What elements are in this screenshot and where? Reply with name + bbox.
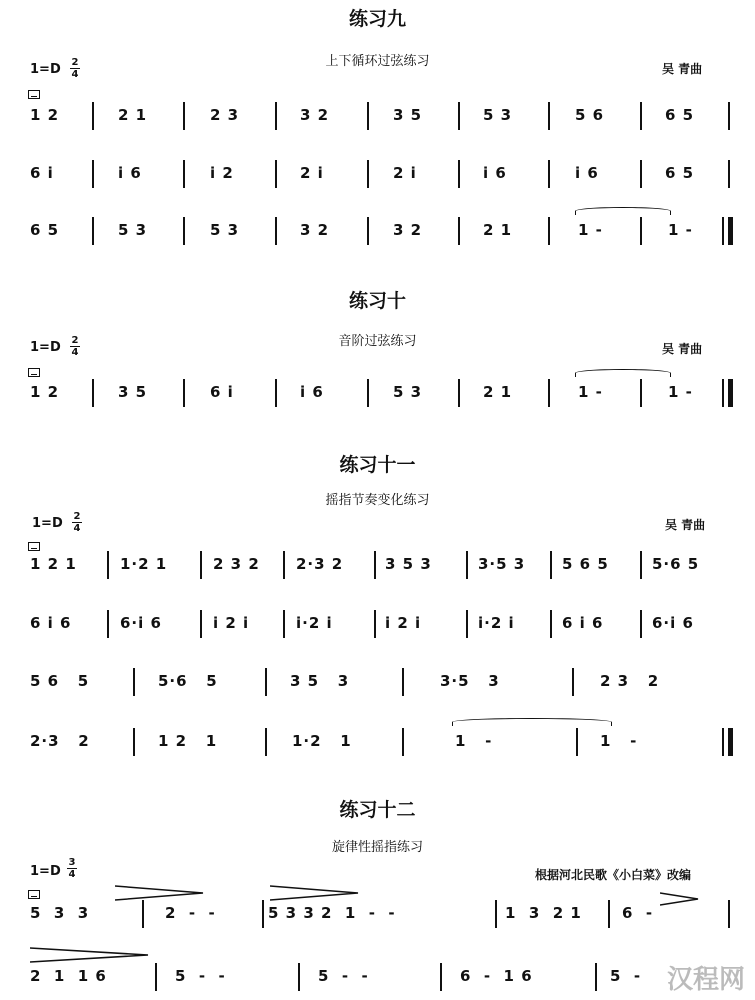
measure: 2 3 2	[600, 672, 660, 690]
barline	[728, 900, 730, 928]
barline	[183, 160, 185, 188]
barline	[183, 217, 185, 245]
composer-credit: 吴 青曲	[665, 518, 706, 532]
measure: 5 3 3 2 1 - -	[268, 904, 396, 922]
measure: 2 1	[483, 221, 513, 239]
barline	[608, 900, 610, 928]
measure: 1 2 1	[158, 732, 218, 750]
exercise-subtitle: 上下循环过弦练习	[325, 54, 430, 69]
score-row	[0, 672, 755, 720]
measure: 1 -	[455, 732, 493, 750]
measure: 6·i 6	[120, 614, 162, 632]
tie-arc	[575, 207, 671, 215]
decrescendo-mark	[660, 892, 700, 908]
score-row	[0, 967, 755, 1000]
score-symbol-icon	[28, 890, 40, 899]
measure: 5 - -	[175, 967, 226, 985]
barline	[722, 217, 724, 245]
measure: 1 -	[668, 221, 693, 239]
barline	[458, 160, 460, 188]
barline	[640, 102, 642, 130]
measure: 1 -	[600, 732, 638, 750]
measure: 6 5	[665, 164, 695, 182]
measure: 6 i	[210, 383, 234, 401]
measure: 6 5	[665, 106, 695, 124]
barline	[367, 160, 369, 188]
barline	[374, 551, 376, 579]
measure: 2 3	[210, 106, 240, 124]
barline	[374, 610, 376, 638]
barline	[402, 728, 404, 756]
barline	[722, 379, 724, 407]
barline	[550, 610, 552, 638]
score-row	[0, 555, 755, 603]
barline	[466, 551, 468, 579]
barline	[183, 102, 185, 130]
measure: 6 i	[30, 164, 54, 182]
barline	[640, 610, 642, 638]
measure: 3 5 3	[290, 672, 350, 690]
barline	[200, 610, 202, 638]
barline	[548, 102, 550, 130]
barline	[458, 379, 460, 407]
barline	[458, 102, 460, 130]
measure: i 2 i	[385, 614, 422, 632]
barline	[367, 102, 369, 130]
key-signature: 1=D	[30, 62, 61, 77]
measure: 3 5	[393, 106, 423, 124]
exercise-subtitle: 旋律性摇指练习	[331, 840, 423, 855]
measure: i 2 i	[213, 614, 250, 632]
composer-credit: 吴 青曲	[662, 62, 703, 76]
barline	[440, 963, 442, 991]
score-symbol-icon	[28, 542, 40, 551]
exercise-subtitle: 摇指节奏变化练习	[325, 493, 430, 508]
time-signature: 2 4	[71, 335, 79, 358]
measure: 1·2 1	[292, 732, 352, 750]
barline	[133, 668, 135, 696]
measure: i·2 i	[296, 614, 333, 632]
exercise-title: 练习十二	[339, 799, 416, 821]
final-barline	[728, 379, 733, 407]
decrescendo-mark	[115, 884, 205, 904]
composer-credit: 根据河北民歌《小白菜》改编	[535, 868, 692, 882]
barline	[92, 102, 94, 130]
exercise-title: 练习九	[348, 8, 406, 30]
measure: 5 -	[610, 967, 642, 985]
barline	[107, 610, 109, 638]
score-row	[0, 164, 755, 212]
barline	[92, 160, 94, 188]
barline	[640, 217, 642, 245]
barline	[402, 668, 404, 696]
barline	[283, 551, 285, 579]
time-signature: 2 4	[73, 511, 81, 534]
tie-arc	[575, 369, 671, 377]
barline	[367, 379, 369, 407]
barline	[640, 551, 642, 579]
measure: 6 - 1 6	[460, 967, 533, 985]
measure: 2 - -	[165, 904, 216, 922]
final-barline	[728, 728, 733, 756]
barline	[548, 217, 550, 245]
measure: 2·3 2	[296, 555, 344, 573]
barline	[200, 551, 202, 579]
measure: 1 3 2 1	[505, 904, 582, 922]
measure: 6 5	[30, 221, 60, 239]
measure: i 6	[118, 164, 142, 182]
barline	[92, 217, 94, 245]
measure: 1 -	[668, 383, 693, 401]
barline	[576, 728, 578, 756]
time-signature: 3 4	[68, 857, 76, 880]
measure: 5 3	[483, 106, 513, 124]
measure: i 6	[575, 164, 599, 182]
barline	[367, 217, 369, 245]
measure: 5 - -	[318, 967, 369, 985]
barline	[92, 379, 94, 407]
measure: 6·i 6	[652, 614, 694, 632]
measure: 2 i	[393, 164, 417, 182]
score-row	[0, 614, 755, 662]
measure: 2 i	[300, 164, 324, 182]
composer-credit: 吴 青曲	[662, 342, 703, 356]
measure: 3 5 3	[385, 555, 432, 573]
measure: 3 5	[118, 383, 148, 401]
barline	[495, 900, 497, 928]
barline	[572, 668, 574, 696]
measure: 5 3	[210, 221, 240, 239]
barline	[262, 900, 264, 928]
score-row	[0, 106, 755, 154]
barline	[548, 160, 550, 188]
score-row	[0, 221, 755, 269]
measure: 1 2	[30, 383, 60, 401]
key-signature: 1=D	[30, 864, 61, 879]
barline	[458, 217, 460, 245]
barline	[155, 963, 157, 991]
measure: 3 2	[300, 221, 330, 239]
barline	[275, 102, 277, 130]
exercise-title: 练习十一	[339, 454, 416, 476]
key-signature: 1=D	[30, 340, 61, 355]
measure: 2 1 1 6	[30, 967, 107, 985]
barline	[550, 551, 552, 579]
key-signature: 1=D	[32, 516, 63, 531]
barline	[640, 379, 642, 407]
barline	[283, 610, 285, 638]
measure: 1 -	[578, 383, 603, 401]
barline	[595, 963, 597, 991]
measure: 5 3	[393, 383, 423, 401]
measure: i 6	[483, 164, 507, 182]
barline	[275, 217, 277, 245]
measure: i·2 i	[478, 614, 515, 632]
measure: 2·3 2	[30, 732, 90, 750]
measure: 1 -	[578, 221, 603, 239]
decrescendo-mark	[270, 884, 360, 904]
barline	[133, 728, 135, 756]
measure: i 2	[210, 164, 234, 182]
barline	[107, 551, 109, 579]
barline	[728, 102, 730, 130]
measure: 5 6 5	[562, 555, 609, 573]
barline	[265, 728, 267, 756]
barline	[275, 160, 277, 188]
score-symbol-icon	[28, 368, 40, 377]
measure: 5 3	[118, 221, 148, 239]
score-row	[0, 732, 755, 780]
measure: 5·6 5	[652, 555, 700, 573]
measure: 3 2	[393, 221, 423, 239]
exercise-title: 练习十	[348, 290, 406, 312]
score-row	[0, 383, 755, 431]
measure: 1·2 1	[120, 555, 168, 573]
measure: 2 3 2	[213, 555, 260, 573]
measure: 3 2	[300, 106, 330, 124]
watermark: 汉程网	[666, 965, 745, 995]
barline	[183, 379, 185, 407]
measure: 6 -	[622, 904, 654, 922]
measure: 5 6	[575, 106, 605, 124]
measure: 5 6 5	[30, 672, 90, 690]
measure: 5 3 3	[30, 904, 90, 922]
measure: 2 1	[483, 383, 513, 401]
measure: 2 1	[118, 106, 148, 124]
time-signature: 2 4	[71, 57, 79, 80]
measure: 1 2 1	[30, 555, 77, 573]
tie-arc	[452, 718, 612, 726]
barline	[466, 610, 468, 638]
score-symbol-icon	[28, 90, 40, 99]
exercise-subtitle: 音阶过弦练习	[338, 334, 417, 349]
barline	[298, 963, 300, 991]
measure: 3·5 3	[478, 555, 526, 573]
measure: 3·5 3	[440, 672, 500, 690]
barline	[728, 160, 730, 188]
barline	[722, 728, 724, 756]
barline	[548, 379, 550, 407]
barline	[275, 379, 277, 407]
measure: 5·6 5	[158, 672, 218, 690]
barline	[142, 900, 144, 928]
decrescendo-mark	[30, 946, 150, 966]
barline	[640, 160, 642, 188]
measure: 6 i 6	[30, 614, 72, 632]
measure: 1 2	[30, 106, 60, 124]
measure: 6 i 6	[562, 614, 604, 632]
final-barline	[728, 217, 733, 245]
measure: i 6	[300, 383, 324, 401]
barline	[265, 668, 267, 696]
